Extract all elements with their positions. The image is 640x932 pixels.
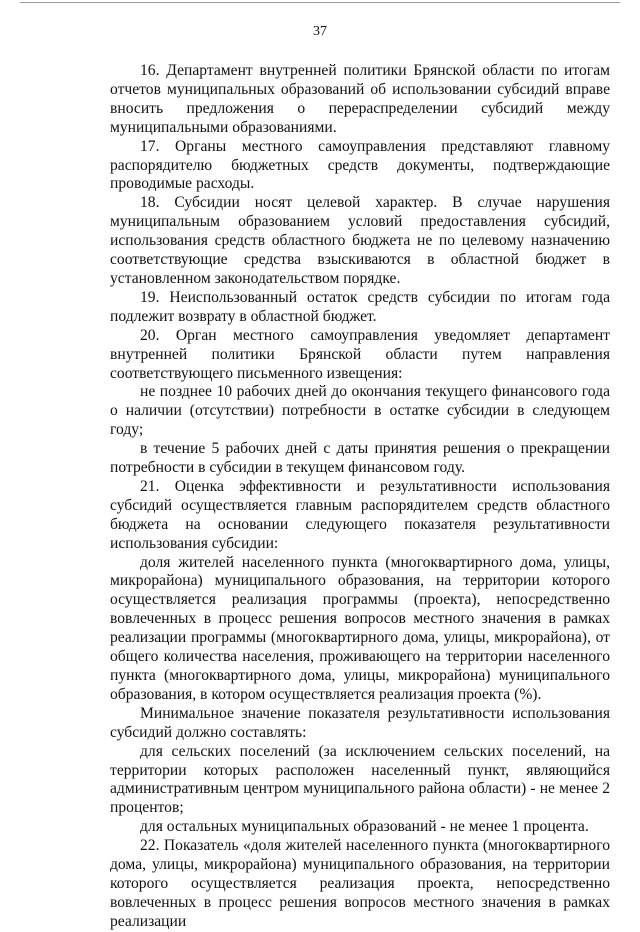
- paragraph-20-item-1: не позднее 10 рабочих дней до окончания текущего финансового года о наличии (отсутствии) потребности в остатке субсидии в следующем году;: [110, 383, 610, 439]
- paragraph-rural-settlements: для сельских поселений (за исключением сельских поселений, на территории которых расположен населенный пункт, являющийся административным центром муниципального района области) - не менее 2 процентов;: [110, 742, 610, 817]
- paragraph-21: 21. Оценка эффективности и результативности использования субсидий осуществляется главным распорядителем средств областного бюджета на основании следующего показателя результативности использования субсидии:: [110, 477, 610, 552]
- page-number: 37: [313, 24, 327, 39]
- paragraph-18: 18. Субсидии носят целевой характер. В случае нарушения муниципальным образованием условий предоставления субсидий, использования средств областного бюджета не по целевому назначению соответствующие средства взыскиваются в областной бюджет в установленном законодательством порядке.: [110, 194, 610, 287]
- paragraph-20: 20. Орган местного самоуправления уведомляет департамент внутренней политики Брянской области путем направления соответствующего письменного извещения:: [110, 326, 610, 382]
- paragraph-21-indicator: доля жителей населенного пункта (многоквартирного дома, улицы, микрорайона) муниципального образования, на территории которого осуществляется реализация программы (проекта), непосредственно вовлеченных в процесс решения вопросов местного значения в рамках реализации программы (многоквартирного дома, улицы, микрорайона), от общего количества населения, проживающего на территории населенного пункта (многоквартирного дома, улицы, микрорайона) муниципального образования, в котором осуществляется реализация проекта (%).: [110, 553, 610, 703]
- paragraph-22: 22. Показатель «доля жителей населенного пункта (многоквартирного дома, улицы, микрорайона) муниципального образования, на территории которого осуществляется реализация проекта, непосредственно вовлеченных в процесс решения вопросов местного значения в рамках реализации: [110, 837, 610, 930]
- paragraph-min-value: Минимальное значение показателя результативности использования субсидий должно составлять:: [110, 704, 610, 741]
- top-rule: [20, 2, 620, 3]
- paragraph-20-item-2: в течение 5 рабочих дней с даты принятия решения о прекращении потребности в субсидии в текущем финансовом году.: [110, 440, 610, 477]
- document-body: [110, 62, 610, 932]
- paragraph-17: 17. Органы местного самоуправления представляют главному распорядителю бюджетных средств документы, подтверждающие проводимые расходы.: [110, 137, 610, 193]
- paragraph-19: 19. Неиспользованный остаток средств субсидии по итогам года подлежит возврату в областной бюджет.: [110, 288, 610, 325]
- paragraph-16: 16. Департамент внутренней политики Брянской области по итогам отчетов муниципальных образований об использовании субсидий вправе вносить предложения о перераспределении субсидий между муниципальными образованиями.: [110, 62, 610, 136]
- paragraph-other-municipalities: для остальных муниципальных образований - не менее 1 процента.: [140, 818, 589, 836]
